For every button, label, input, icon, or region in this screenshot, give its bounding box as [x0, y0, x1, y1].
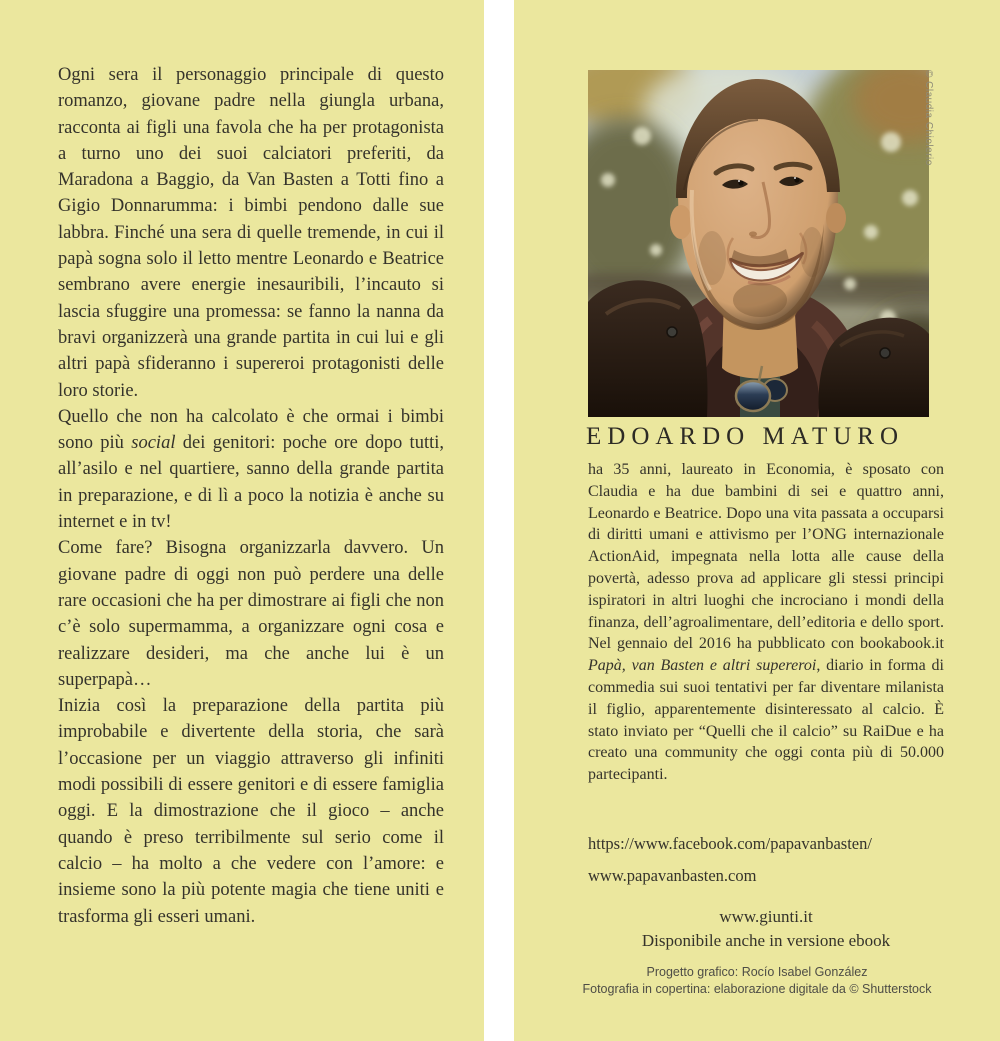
blurb-paragraph-3: Come fare? Bisogna organizzarla davvero. Un giovane padre di oggi non può perdere una delle rare occasioni che ha per dimostrare ai figli che non c’è solo supermamma, a organizzare ogni cosa e realizzare desideri, ma che anche lui è un superpapà…	[58, 538, 444, 690]
graphic-design-credit: Progetto grafico: Rocío Isabel González	[646, 965, 868, 979]
photo-credit: © Claudia Chiolerio	[923, 70, 934, 166]
cover-photo-credit: Fotografia in copertina: elaborazione digitale da © Shutterstock	[582, 982, 932, 996]
ebook-availability-note: Disponibile anche in versione ebook	[641, 931, 891, 950]
blurb-paragraph-2-start: Quello che non ha calcolato è che ormai i bimbi sono più	[58, 406, 444, 454]
blurb-italic-word: social	[131, 433, 176, 454]
bio-text-start: ha 35 anni, laureato in Economia, è sposato con Claudia e ha due bambini di sei e quattro anni, Leonardo e Beatrice. Dopo una vita passata a occuparsi di diritti umani e attivismo per l’ONG internazionale ActionAid, impegnata nella lotta alle cause della povertà, adesso prova ad applicare gli stessi principi ispiratori in altri luoghi che incrociano i mondi della finanza, dell’agroalimentare, dell’editoria e dello sport. Nel gennaio del 2016 ha pubblicato con bookabook.it	[588, 461, 944, 653]
blurb-paragraph-4: Inizia così la preparazione della partita più improbabile e divertente della storia, che sarà l’occasione per un viaggio attraverso gli infiniti modi possibili di essere genitori e di essere famiglia oggi. E la dimostrazione che il gioco – anche quando è preso terribilmente sul serio come il calcio – ha molto a che vedere con l’amore: e insieme sono la più potente magia che tiene uniti e trasforma gli esseri umani.	[58, 696, 444, 927]
back-cover-panel	[0, 0, 484, 1041]
author-name: EDOARDO MATURO	[586, 423, 905, 450]
credits-block	[547, 964, 967, 998]
ear	[826, 203, 846, 233]
publisher-block	[588, 905, 944, 953]
bio-text-end: , diario in forma di commedia sui suoi tentativi per far diventare milanista il figlio, apparentemente disinteressato al calcio. È stato inviato per “Quelli che il calcio” su RaiDue e ha creato una community che oggi conta più di 50.000 partecipanti.	[588, 657, 944, 784]
blurb-text-block	[58, 62, 444, 930]
facebook-link[interactable]: https://www.facebook.com/papavanbasten/	[588, 834, 872, 853]
author-flap-panel	[514, 0, 1000, 1041]
blurb-paragraph-2	[58, 404, 444, 535]
jacket-button	[667, 327, 677, 337]
blurb-paragraph-2-end: dei genitori: poche ore dopo tutti, all’asilo e nel quartiere, sanno della grande partita in preparazione, e di lì a poco la notizia è anche su internet e in tv!	[58, 433, 444, 533]
publisher-site-link[interactable]: www.giunti.it	[719, 907, 813, 926]
jacket-button	[880, 348, 890, 358]
blurb-paragraph-1: Ogni sera il personaggio principale di questo romanzo, giovane padre nella giungla urbana, racconta ai figli una favola che ha per protagonista a turno uno dei suoi calciatori preferiti, da Maradona a Baggio, da Van Basten a Totti fino a Gigio Donnarumma: i bimbi pendono dalle sue labbra. Finché una sera di quelle tremende, in cui il papà sogna solo il letto mentre Leonardo e Beatrice sembrano avere energie inesauribili, l’incauto si lascia sfuggire una promessa: se fanno la nanna da bravi organizzerà una grande partita in cui lui e gli altri papà sfideranno i supereroi protagonisti delle loro storie.	[58, 65, 444, 401]
website-link[interactable]: www.papavanbasten.com	[588, 866, 757, 885]
bio-book-title: Papà, van Basten e altri supereroi	[588, 657, 817, 675]
author-portrait-illustration	[588, 70, 929, 417]
ear	[670, 205, 692, 239]
author-bio	[588, 459, 944, 786]
author-photo	[588, 70, 929, 417]
